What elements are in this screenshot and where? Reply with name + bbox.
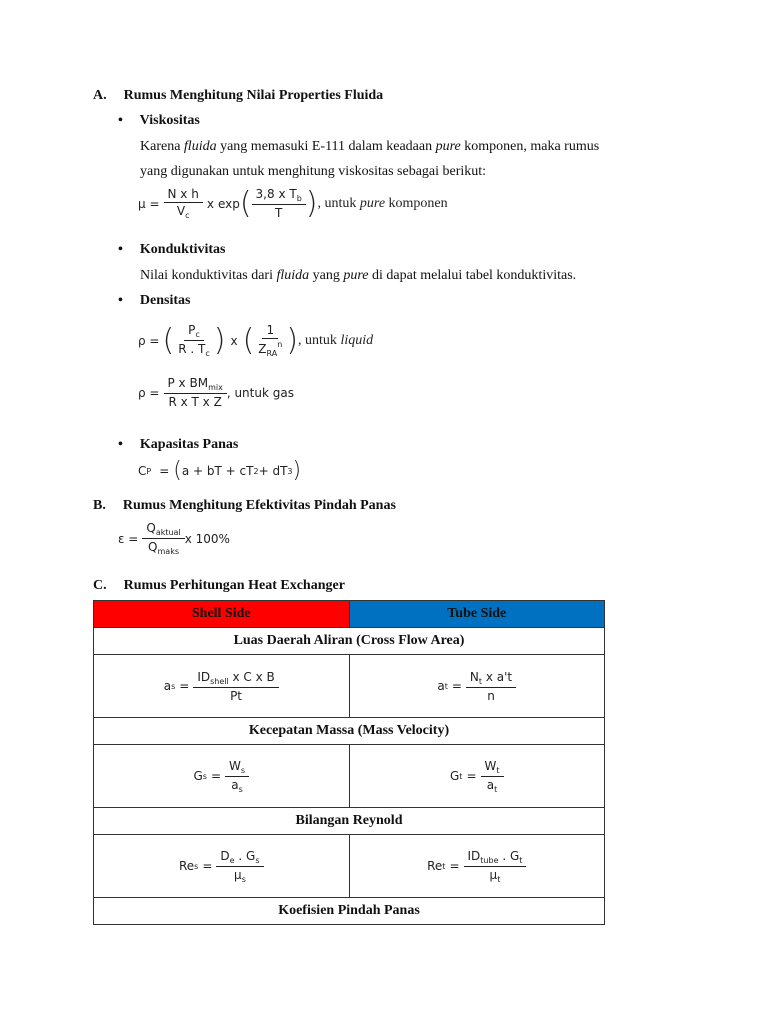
eq-symbol: C <box>138 464 147 478</box>
eq-fraction <box>193 670 278 703</box>
bullet-icon: • <box>118 293 123 308</box>
table-row <box>94 808 605 835</box>
section-a-letter: A. <box>93 88 107 103</box>
conductivity-paragraph <box>140 268 576 284</box>
bullet-icon: • <box>118 113 123 128</box>
text-run-italic: pure <box>359 195 386 211</box>
section-b-title: Rumus Menghitung Efektivitas Pindah Panas <box>122 498 396 513</box>
eq-operator: = <box>179 679 190 693</box>
eq-numerator <box>481 759 504 777</box>
eq-symbol: 3,8 x T <box>255 187 297 201</box>
eq-subscript: RA <box>266 349 278 358</box>
eq-subscript: t <box>519 855 523 865</box>
heat-capacity-equation <box>138 460 301 482</box>
eq-denominator <box>486 867 505 884</box>
shell-reynold-cell <box>94 835 350 898</box>
section-a-heading <box>93 88 383 104</box>
eq-suffix <box>298 333 373 349</box>
eq-denominator: Pt <box>230 688 243 703</box>
eq-subscript: c <box>185 211 190 220</box>
table-row <box>94 655 605 718</box>
eq-operator: = <box>451 679 462 693</box>
eq-symbol: G <box>193 769 203 783</box>
bullet-icon: • <box>118 242 123 257</box>
left-paren-icon: ( <box>239 185 252 221</box>
eq-symbol: μ <box>234 867 242 882</box>
eq-inner-denominator: T <box>274 206 283 220</box>
mass-velocity-title: Kecepatan Massa (Mass Velocity) <box>94 718 605 745</box>
eq-fraction <box>216 849 263 884</box>
eq-function: exp <box>217 196 240 211</box>
eq-superscript: n <box>277 340 283 349</box>
section-c-title: Rumus Perhitungan Heat Exchanger <box>123 578 345 593</box>
eq-lhs: ρ = <box>138 333 160 348</box>
text-run: yang memasuki E-111 dalam keadaan <box>216 139 436 154</box>
text-run: di dapat melalui tabel konduktivitas. <box>368 268 577 283</box>
eq-fraction <box>164 187 203 220</box>
eq-symbol: Q <box>146 521 156 535</box>
eq-symbol: a <box>437 679 445 693</box>
heat-capacity-title: Kapasitas Panas <box>139 437 239 452</box>
table-row <box>94 628 605 655</box>
right-paren-icon: ) <box>286 322 299 358</box>
eq-inner-numerator <box>252 187 306 205</box>
eq-operator: x <box>230 333 238 348</box>
eq-symbol: Re <box>178 859 195 873</box>
cross-flow-area-title: Luas Daerah Aliran (Cross Flow Area) <box>94 628 605 655</box>
eq-symbol: G <box>449 769 460 783</box>
section-c-heading <box>93 578 345 594</box>
section-b-letter: B. <box>93 498 106 513</box>
eq-subscript: t <box>496 765 500 775</box>
text-run: Karena <box>140 139 184 154</box>
eq-numerator <box>464 849 527 867</box>
eq-numerator <box>142 521 184 539</box>
shell-cross-flow-equation <box>94 655 349 717</box>
eq-symbol: N <box>469 669 479 684</box>
eq-subscript: s <box>171 681 176 691</box>
left-paren-icon: ( <box>173 458 182 483</box>
density-title: Densitas <box>139 293 191 308</box>
eq-denominator <box>254 339 286 358</box>
eq-denominator <box>227 777 247 794</box>
eq-subscript: mix <box>208 383 223 392</box>
eq-numerator <box>225 759 249 777</box>
eq-suffix: x 100% <box>184 531 230 546</box>
eq-subscript: maks <box>157 547 179 556</box>
viscosity-paragraph-line1 <box>140 139 599 155</box>
eq-symbol: . G <box>234 848 256 863</box>
eq-fraction <box>466 670 516 703</box>
eq-symbol: P x BM <box>167 376 209 390</box>
eq-symbol: R . T <box>178 342 206 356</box>
text-run-italic: liquid <box>340 332 374 348</box>
eq-symbol: P <box>188 323 196 337</box>
text-run-italic: fluida <box>276 268 310 283</box>
eq-subscript: s <box>240 765 246 775</box>
effectiveness-equation <box>118 521 230 556</box>
eq-symbol: D <box>220 848 230 863</box>
eq-symbol: ID <box>197 669 211 684</box>
eq-subscript: e <box>229 855 235 865</box>
eq-numerator <box>184 323 204 341</box>
eq-operator: = <box>210 769 221 783</box>
tube-cross-flow-equation <box>350 655 605 717</box>
conductivity-title: Konduktivitas <box>139 242 226 257</box>
text-run-italic: pure <box>435 139 461 154</box>
eq-subscript: t <box>497 874 501 884</box>
eq-body: + dT <box>258 464 288 478</box>
eq-subscript: t <box>478 676 483 686</box>
eq-subscript: s <box>194 861 199 871</box>
eq-lhs: μ = <box>138 196 160 211</box>
eq-numerator <box>466 670 516 688</box>
eq-inner-fraction <box>252 187 306 220</box>
eq-subscript: aktual <box>155 528 181 537</box>
eq-symbol: ID <box>467 848 481 863</box>
eq-fraction <box>142 521 184 556</box>
eq-operator: = <box>202 859 213 873</box>
eq-symbol: W <box>484 758 497 773</box>
eq-suffix: , untuk gas <box>226 385 294 400</box>
text-run: komponen, maka rumus <box>460 139 600 154</box>
eq-subscript: s <box>238 784 243 794</box>
text-run: , untuk <box>298 332 341 348</box>
text-run-italic: fluida <box>183 139 217 154</box>
shell-cross-flow-cell <box>94 655 350 718</box>
table-row <box>94 898 605 925</box>
eq-subscript: t <box>459 771 463 781</box>
eq-symbol: a <box>486 777 495 792</box>
text-run: komponen <box>385 195 448 211</box>
eq-lhs: ε = <box>118 531 139 546</box>
eq-lhs: ρ = <box>138 385 160 400</box>
viscosity-item <box>118 113 200 129</box>
eq-denominator <box>483 777 502 794</box>
tube-mass-velocity-cell <box>349 745 605 808</box>
viscosity-equation <box>138 187 448 220</box>
reynold-number-title: Bilangan Reynold <box>94 808 605 835</box>
table-row <box>94 835 605 898</box>
eq-denominator <box>174 341 214 358</box>
eq-subscript: t <box>442 861 446 871</box>
table-row <box>94 718 605 745</box>
eq-symbol: a <box>231 777 239 792</box>
text-run-italic: pure <box>343 268 369 283</box>
heat-transfer-coefficient-title: Koefisien Pindah Panas <box>94 898 605 925</box>
table-header-row <box>94 601 605 628</box>
tube-mass-velocity-equation <box>350 745 605 807</box>
eq-numerator: 1 <box>262 323 278 339</box>
section-a-title: Rumus Menghitung Nilai Properties Fluida <box>123 88 384 103</box>
eq-operator: = <box>159 464 170 478</box>
density-item <box>118 293 190 309</box>
shell-mass-velocity-cell <box>94 745 350 808</box>
eq-subscript: shell <box>210 676 229 686</box>
eq-symbol: W <box>229 758 241 773</box>
eq-operator: = <box>449 859 460 873</box>
eq-symbol: μ <box>489 867 498 882</box>
eq-symbol: Q <box>148 540 158 554</box>
eq-superscript: 3 <box>287 466 293 476</box>
right-paren-icon: ) <box>292 458 302 483</box>
shell-mass-velocity-equation <box>94 745 349 807</box>
eq-numerator <box>216 849 263 867</box>
eq-numerator <box>164 376 227 394</box>
eq-subscript: t <box>444 681 448 691</box>
eq-denominator <box>173 203 194 220</box>
eq-symbol: . G <box>498 848 520 863</box>
eq-fraction <box>481 759 504 794</box>
shell-reynold-equation <box>94 835 349 897</box>
section-c-letter: C. <box>93 578 107 593</box>
viscosity-paragraph-line2: yang digunakan untuk menghitung viskositas sebagai berikut: <box>140 164 487 179</box>
eq-denominator <box>144 539 183 556</box>
conductivity-item <box>118 242 226 258</box>
left-paren-icon: ( <box>242 322 255 358</box>
eq-fraction <box>164 376 227 409</box>
eq-subscript: s <box>202 771 207 781</box>
heat-capacity-item <box>118 437 238 453</box>
bullet-icon: • <box>118 437 123 452</box>
text-run: yang <box>309 268 344 283</box>
eq-fraction <box>225 759 249 794</box>
eq-denominator <box>230 867 250 884</box>
text-run: Nilai konduktivitas dari <box>140 268 277 283</box>
eq-numerator: N x h <box>164 187 203 203</box>
tube-cross-flow-cell <box>349 655 605 718</box>
density-liquid-equation <box>138 323 373 358</box>
eq-symbol: Re <box>427 859 443 873</box>
eq-symbol: x a't <box>482 669 513 684</box>
eq-body: a + bT + cT <box>181 464 254 478</box>
eq-subscript: c <box>195 330 200 339</box>
tube-reynold-cell <box>349 835 605 898</box>
heat-exchanger-table <box>93 600 605 925</box>
text-run: , untuk <box>317 195 360 211</box>
left-paren-icon: ( <box>162 322 175 358</box>
eq-symbol: V <box>176 204 186 218</box>
eq-subscript: c <box>205 349 210 358</box>
viscosity-title: Viskositas <box>139 113 200 128</box>
eq-suffix <box>318 196 448 212</box>
eq-fraction <box>464 849 527 884</box>
eq-operator: = <box>466 769 477 783</box>
tube-side-header: Tube Side <box>349 601 605 628</box>
eq-denominator: n <box>487 688 495 703</box>
density-gas-equation <box>138 376 294 409</box>
eq-symbol: x C x B <box>228 669 275 684</box>
eq-denominator: R x T x Z <box>168 395 222 409</box>
eq-subscript: s <box>255 855 260 865</box>
right-paren-icon: ) <box>213 322 226 358</box>
eq-subscript: P <box>146 466 152 476</box>
eq-numerator <box>193 670 278 688</box>
eq-subscript: s <box>241 874 246 884</box>
eq-subscript: t <box>494 784 498 794</box>
eq-subscript: tube <box>480 855 499 865</box>
eq-symbol: Z <box>258 342 267 356</box>
section-b-heading <box>93 498 396 514</box>
eq-superscript: 2 <box>253 466 259 476</box>
eq-symbol: a <box>163 679 172 693</box>
shell-side-header: Shell Side <box>94 601 350 628</box>
eq-operator: x <box>206 196 214 211</box>
right-paren-icon: ) <box>305 185 318 221</box>
eq-fraction-2 <box>254 323 286 358</box>
tube-reynold-equation <box>350 835 605 897</box>
eq-subscript: b <box>296 194 302 203</box>
eq-fraction <box>174 323 214 358</box>
table-row <box>94 745 605 808</box>
